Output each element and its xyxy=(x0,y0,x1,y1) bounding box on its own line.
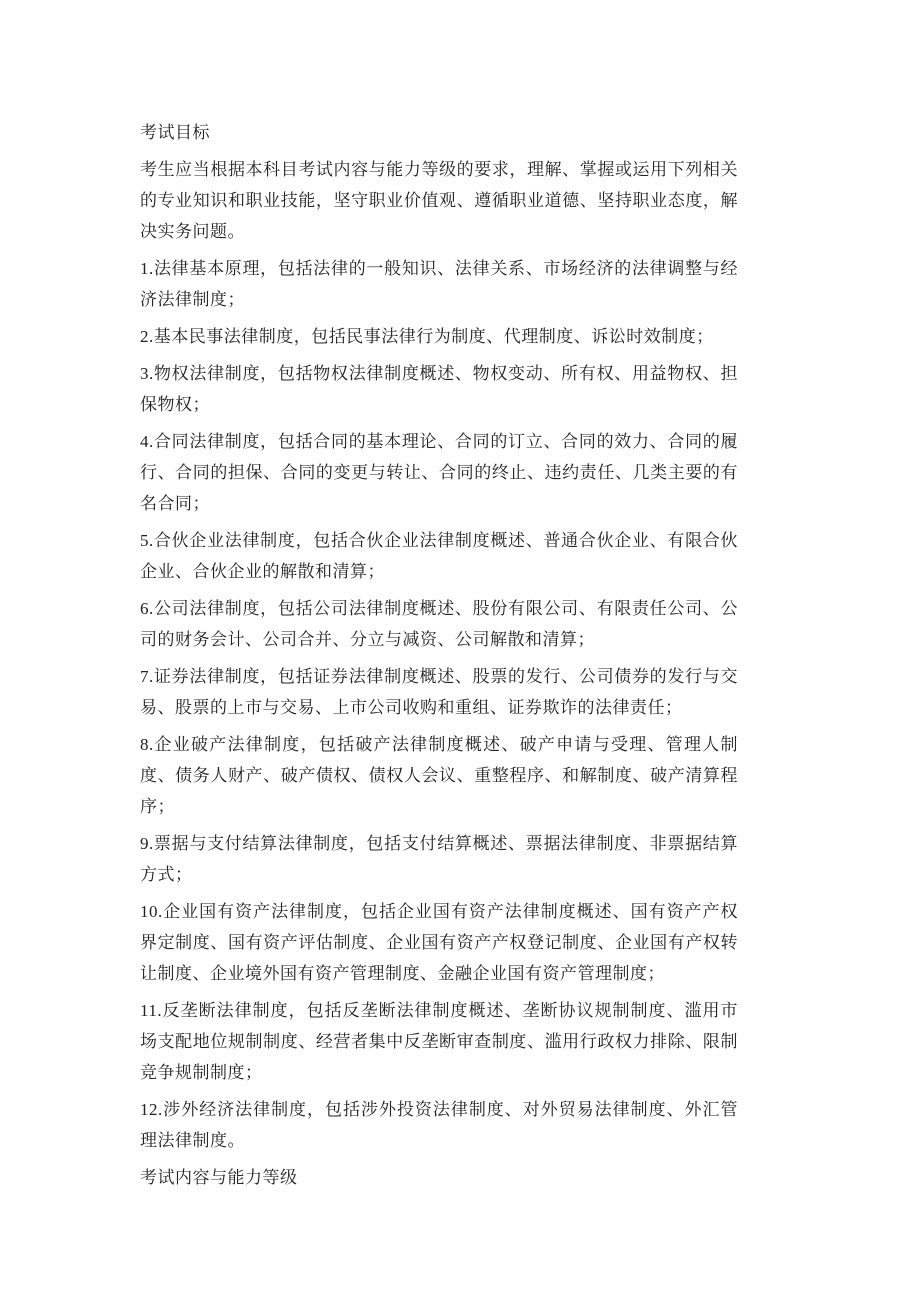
paragraph-10: 8.企业破产法律制度，包括破产法律制度概述、破产申请与受理、管理人制度、债务人财产、破产债权、债权人会议、重整程序、和解制度、破产清算程序； xyxy=(140,735,738,816)
paragraph-13: 11.反垄断法律制度，包括反垄断法律制度概述、垄断协议规制制度、滥用市场支配地位规制制度、经营者集中反垄断审查制度、滥用行政权力排除、限制竞争规制制度； xyxy=(140,1001,738,1082)
document-text-block xyxy=(140,117,738,1199)
paragraph-3: 1.法律基本原理，包括法律的一般知识、法律关系、市场经济的法律调整与经济法律制度； xyxy=(140,259,738,309)
paragraph-11: 9.票据与支付结算法律制度，包括支付结算概述、票据法律制度、非票据结算方式； xyxy=(140,834,738,884)
paragraph-7: 5.合伙企业法律制度，包括合伙企业法律制度概述、普通合伙企业、有限合伙企业、合伙企业的解散和清算； xyxy=(140,531,738,581)
paragraph-6: 4.合同法律制度，包括合同的基本理论、合同的订立、合同的效力、合同的履行、合同的担保、合同的变更与转让、合同的终止、违约责任、几类主要的有名合同； xyxy=(140,432,738,513)
paragraph-4: 2.基本民事法律制度，包括民事法律行为制度、代理制度、诉讼时效制度； xyxy=(140,327,714,346)
paragraph-9: 7.证券法律制度，包括证券法律制度概述、股票的发行、公司债券的发行与交易、股票的上市与交易、上市公司收购和重组、证券欺诈的法律责任； xyxy=(140,667,738,717)
paragraph-15: 考试内容与能力等级 xyxy=(140,1168,298,1187)
paragraph-8: 6.公司法律制度，包括公司法律制度概述、股份有限公司、有限责任公司、公司的财务会计、公司合并、分立与减资、公司解散和清算； xyxy=(140,599,738,649)
paragraph-14: 12.涉外经济法律制度，包括涉外投资法律制度、对外贸易法律制度、外汇管理法律制度。 xyxy=(140,1100,738,1150)
paragraph-1: 考试目标 xyxy=(140,123,210,142)
paragraph-12: 10.企业国有资产法律制度，包括企业国有资产法律制度概述、国有资产产权界定制度、国有资产评估制度、企业国有资产产权登记制度、企业国有产权转让制度、企业境外国有资产管理制度、金融企业国有资产管理制度； xyxy=(140,902,738,983)
paragraph-2: 考生应当根据本科目考试内容与能力等级的要求，理解、掌握或运用下列相关的专业知识和职业技能，坚守职业价值观、遵循职业道德、坚持职业态度，解决实务问题。 xyxy=(140,160,738,241)
paragraph-5: 3.物权法律制度，包括物权法律制度概述、物权变动、所有权、用益物权、担保物权； xyxy=(140,364,738,414)
